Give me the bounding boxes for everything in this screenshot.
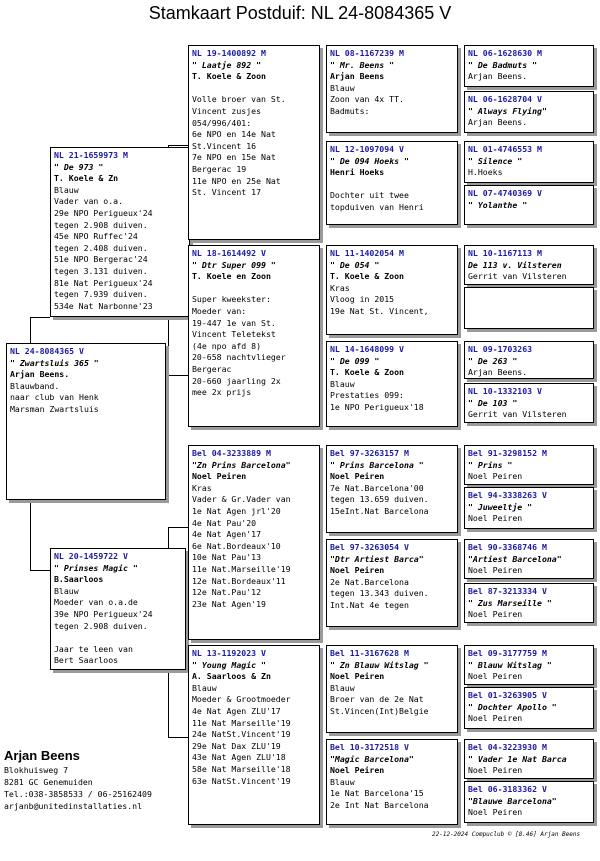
detail-line: tegen 2.908 duiven. xyxy=(54,620,148,631)
detail-line: Vloog in 2015 xyxy=(330,294,395,305)
owner-name: Arjan Beens. xyxy=(10,369,70,380)
detail-line: Broer van de 2e Nat xyxy=(330,694,424,705)
pigeon-name: De 113 v. Vilsteren xyxy=(468,259,562,270)
detail-line: tegen 2.908 duiven. xyxy=(54,219,148,230)
detail-line xyxy=(192,283,316,295)
pigeon-name: " Always Flying" xyxy=(468,105,547,116)
ring-number: Bel 97-3263054 V xyxy=(330,542,409,552)
owner-name: Noel Peiren xyxy=(468,609,523,620)
detail-line: 11e NPO en 25e Nat xyxy=(192,175,281,186)
detail-line: 1e Nat Barcelona'15 xyxy=(330,788,424,799)
pigeon-name: " Prins Barcelona " xyxy=(330,459,424,470)
ring-number: NL 24-8084365 V xyxy=(10,346,84,356)
ring-number: NL 12-1097094 V xyxy=(330,144,404,154)
detail-line: 12e Nat.Pau'12 xyxy=(192,587,262,598)
ring-number: NL 19-1400892 M xyxy=(192,48,266,58)
ring-number: NL 07-4740369 V xyxy=(468,188,542,198)
detail-line: Bert Saarloos xyxy=(54,655,119,666)
detail-line: 23e Nat Agen'19 xyxy=(192,598,266,609)
owner-name: Arjan Beens xyxy=(4,748,80,763)
pedigree-card-dam-sire[interactable] xyxy=(188,445,320,640)
owner-name: T. Koele & Zoon xyxy=(330,367,404,378)
connector-line xyxy=(30,317,50,318)
connector-line xyxy=(30,570,50,571)
detail-line: topduiven van Henri xyxy=(330,201,424,212)
owner-name: Noel Peiren xyxy=(468,565,523,576)
pedigree-card-ggg-16[interactable] xyxy=(464,781,594,823)
owner-name: Noel Peiren xyxy=(468,765,523,776)
owner-name: T. Koele en Zoon xyxy=(192,271,271,282)
pedigree-card-ssd[interactable] xyxy=(326,141,458,225)
detail-line: Blauw xyxy=(330,776,355,787)
pedigree-card-ggg-15[interactable] xyxy=(464,739,594,779)
pigeon-name: " Silence " xyxy=(468,155,523,166)
pigeon-name: " Yolanthe " xyxy=(468,199,528,210)
detail-line: 20-660 jaarling 2x xyxy=(192,375,281,386)
ring-number: NL 14-1648099 V xyxy=(330,344,404,354)
detail-line: Jaar te leen van xyxy=(54,643,133,654)
ring-number: Bel 94-3338263 V xyxy=(468,490,547,500)
ring-number: Bel 97-3263157 M xyxy=(330,448,409,458)
detail-line: Blauw xyxy=(330,82,355,93)
ring-number: Bel 01-3263905 V xyxy=(468,690,547,700)
detail-line: 1e Nat Agen jrl'20 xyxy=(192,505,281,516)
ring-number: Bel 11-3167628 M xyxy=(330,648,409,658)
pigeon-name: " Blauw Witslag " xyxy=(468,659,552,670)
connector-line xyxy=(168,375,188,376)
detail-line: 2e Int Nat Barcelona xyxy=(330,799,429,810)
detail-line: tegen 13.659 duiven. xyxy=(330,494,429,505)
pigeon-name: " Vader 1e Nat Barca xyxy=(468,753,567,764)
pedigree-card-ggg-9[interactable] xyxy=(464,445,594,485)
pedigree-card-ggg-13[interactable] xyxy=(464,645,594,685)
ring-number: Bel 09-3177759 M xyxy=(468,648,547,658)
detail-line: Vincent zusjes xyxy=(192,105,262,116)
owner-name: Noel Peiren xyxy=(330,765,385,776)
pigeon-name: " De 973 " xyxy=(54,161,104,172)
detail-line: Prestaties 099: xyxy=(330,390,404,401)
pigeon-name: " Dtr Super 099 " xyxy=(192,259,276,270)
owner-name: Arjan Beens. xyxy=(468,71,528,82)
pedigree-card-ggg-7[interactable] xyxy=(464,341,594,379)
pedigree-card-ggg-12[interactable] xyxy=(464,583,594,623)
detail-line: mee 2x prijs xyxy=(192,387,252,398)
owner-name xyxy=(468,211,590,223)
ring-number: NL 01-4746553 M xyxy=(468,144,542,154)
ring-number: NL 18-1614492 V xyxy=(192,248,266,258)
ring-number: Bel 90-3368746 M xyxy=(468,542,547,552)
connector-line xyxy=(168,737,188,738)
ring-number: Bel 10-3172518 V xyxy=(330,742,409,752)
pigeon-name xyxy=(468,302,590,314)
detail-line: 2e Nat.Barcelona xyxy=(330,576,409,587)
detail-line: 10e Nat Pau'13 xyxy=(192,552,262,563)
pedigree-card-ggg-10[interactable] xyxy=(464,487,594,529)
pedigree-card-sdd[interactable] xyxy=(326,341,458,427)
page-title: Stamkaart Postduif: NL 24-8084365 V xyxy=(148,3,452,23)
detail-line: 19e Nat St. Vincent, xyxy=(330,305,429,316)
pedigree-card-ggg-1[interactable] xyxy=(464,45,594,87)
owner-name: Noel Peiren xyxy=(468,671,523,682)
detail-line xyxy=(330,179,454,191)
pedigree-card-dsd[interactable] xyxy=(326,539,458,627)
detail-line: Moeder van: xyxy=(192,305,247,316)
pedigree-card-ggg-2[interactable] xyxy=(464,91,594,133)
ring-number: NL 06-1628630 M xyxy=(468,48,542,58)
detail-line: Kras xyxy=(192,482,212,493)
detail-line: tegen 13.343 duiven. xyxy=(330,588,429,599)
pigeon-name: " Zwartsluis 365 " xyxy=(10,357,99,368)
pigeon-name: " De 103 " xyxy=(468,397,518,408)
ring-number: NL 10-1332103 V xyxy=(468,386,542,396)
connector-line xyxy=(168,145,188,146)
owner-name: A. Saarloos & Zn xyxy=(192,671,271,682)
connector-line xyxy=(168,527,188,528)
detail-line: Marsman Zwartsluis xyxy=(10,403,99,414)
detail-line: Blauwband. xyxy=(10,380,60,391)
ring-number: NL 08-1167239 M xyxy=(330,48,404,58)
owner-name: Noel Peiren xyxy=(330,671,385,682)
detail-line: 58e Nat Marseille'18 xyxy=(192,763,291,774)
owner-name: Noel Peiren xyxy=(468,471,523,482)
detail-line xyxy=(192,83,316,95)
detail-line: 1e NPO Perigueux'18 xyxy=(330,401,424,412)
owner-address-street: Blokhuisweg 7 xyxy=(4,765,69,775)
pedigree-card-dds[interactable] xyxy=(326,645,458,733)
ring-number: Bel 06-3183362 V xyxy=(468,784,547,794)
detail-line: Bergerac 19 xyxy=(192,163,247,174)
detail-line: 29e Nat Dax ZLU'19 xyxy=(192,740,281,751)
detail-line: 15eInt.Nat Barcelona xyxy=(330,505,429,516)
owner-name: Noel Peiren xyxy=(468,713,523,724)
detail-line: 534e Nat Narbonne'23 xyxy=(54,300,153,311)
ring-number: NL 10-1167113 M xyxy=(468,248,542,258)
detail-line: 45e NPO Ruffec'24 xyxy=(54,231,138,242)
detail-line: 51e NPO Bergerac'24 xyxy=(54,254,148,265)
pigeon-name: " Mr. Beens " xyxy=(330,59,395,70)
detail-line: 11e Nat Marseille'19 xyxy=(192,717,291,728)
pedigree-card-dss[interactable] xyxy=(326,445,458,533)
owner-name: B.Saarloos xyxy=(54,574,104,585)
detail-line: Bergerac xyxy=(192,363,232,374)
pigeon-name: " Prinses Magic " xyxy=(54,562,138,573)
pigeon-name: " Laatje 892 " xyxy=(192,59,262,70)
detail-line: Zoon van 4x TT. xyxy=(330,94,404,105)
detail-line xyxy=(54,632,182,644)
pigeon-name: " De 263 " xyxy=(468,355,518,366)
detail-line: 29e NPO Perigueux'24 xyxy=(54,207,153,218)
owner-name xyxy=(468,313,590,325)
pigeon-name: "Blauwe Barcelona" xyxy=(468,795,557,806)
detail-line: 7e Nat.Barcelona'00 xyxy=(330,482,424,493)
ring-number: NL 21-1659973 M xyxy=(54,150,128,160)
pedigree-card-ggg-3[interactable] xyxy=(464,141,594,183)
detail-line: Super kweekster: xyxy=(192,294,271,305)
pedigree-card-ggg-5[interactable] xyxy=(464,245,594,285)
detail-line: 7e NPO en 15e Nat xyxy=(192,152,276,163)
ring-number: NL 20-1459722 V xyxy=(54,551,128,561)
detail-line: 4e Nat Agen'17 xyxy=(192,529,262,540)
detail-line: 43e Nat Agen ZLU'18 xyxy=(192,752,286,763)
owner-phone: Tel.:038-3858533 / 06-25162409 xyxy=(4,789,152,799)
owner-email: arjanb@unitedinstallaties.nl xyxy=(4,801,143,811)
detail-line: tegen 2.408 duiven. xyxy=(54,242,148,253)
pedigree-card-ggg-8[interactable] xyxy=(464,383,594,423)
detail-line: (4e npo afd 8) xyxy=(192,340,262,351)
connector-line xyxy=(30,317,31,343)
pigeon-name: " Zn Blauw Witslag " xyxy=(330,659,429,670)
pedigree-card-subject[interactable] xyxy=(6,343,166,500)
owner-name: Arjan Beens. xyxy=(468,367,528,378)
pigeon-name: " De 054 " xyxy=(330,259,380,270)
detail-line: 19-447 1e van St. xyxy=(192,317,276,328)
ring-number: NL 09-1703263 xyxy=(468,344,533,354)
pedigree-card-sire-dam[interactable] xyxy=(188,245,320,427)
detail-line: Volle broer van St. xyxy=(192,94,286,105)
detail-line: Moeder van o.a.de xyxy=(54,597,138,608)
detail-line: 11e Nat.Marseille'19 xyxy=(192,563,291,574)
pigeon-name: " Young Magic " xyxy=(192,659,266,670)
pedigree-card-ddd[interactable] xyxy=(326,739,458,825)
ring-number: Bel 87-3213334 V xyxy=(468,586,547,596)
owner-address-city: 8281 GC Genemuiden xyxy=(4,777,93,787)
ring-number: NL 13-1192023 V xyxy=(192,648,266,658)
owner-name: Arjan Beens xyxy=(330,71,385,82)
owner-name: T. Koele & Zoon xyxy=(330,271,404,282)
detail-line: 63e NatSt.Vincent'19 xyxy=(192,775,291,786)
owner-name: H.Hoeks xyxy=(468,167,503,178)
detail-line: naar club van Henk xyxy=(10,392,99,403)
owner-name: Noel Peiren xyxy=(468,513,523,524)
owner-name: Noel Peiren xyxy=(468,807,523,818)
owner-name: Noel Peiren xyxy=(330,471,385,482)
pigeon-name: " Juweeltje " xyxy=(468,501,533,512)
ring-number: Bel 04-3233889 M xyxy=(192,448,271,458)
detail-line: 12e Nat.Bordeaux'11 xyxy=(192,575,286,586)
pedigree-card-sds[interactable] xyxy=(326,245,458,335)
owner-name: Noel Peiren xyxy=(330,565,385,576)
detail-line: Vader van o.a. xyxy=(54,196,124,207)
detail-line: Vincent Teletekst xyxy=(192,329,276,340)
pedigree-card-ggg-4[interactable] xyxy=(464,185,594,225)
ring-number: NL 06-1628704 V xyxy=(468,94,542,104)
owner-name: Gerrit van Vilsteren xyxy=(468,271,567,282)
pigeon-name: " Zus Marseille " xyxy=(468,597,552,608)
detail-line: 4e Nat Agen ZLU'17 xyxy=(192,705,281,716)
pigeon-name: " Dochter Apollo " xyxy=(468,701,557,712)
detail-line: Blauw xyxy=(54,184,79,195)
pigeon-name: "Magic Barcelona" xyxy=(330,753,414,764)
pigeon-name: "Artiest Barcelona" xyxy=(468,553,562,564)
detail-line: Vader & Gr.Vader van xyxy=(192,494,291,505)
footer-note: 22-12-2024 Compuclub © [8.46] Arjan Beens xyxy=(432,831,581,838)
ring-number: NL 11-1402054 M xyxy=(330,248,404,258)
owner-name: Henri Hoeks xyxy=(330,167,385,178)
pedigree-card-ggg-14[interactable] xyxy=(464,687,594,729)
pedigree-card-ggg-6[interactable] xyxy=(464,287,594,329)
detail-line: Badmuts: xyxy=(330,105,370,116)
pedigree-card-sss[interactable] xyxy=(326,45,458,133)
detail-line: Int.Nat 4e tegen xyxy=(330,599,409,610)
owner-name: T. Koele & Zoon xyxy=(192,71,266,82)
detail-line: 4e Nat Pau'20 xyxy=(192,517,257,528)
detail-line: Blauw xyxy=(330,378,355,389)
detail-line: St.Vincent 16 xyxy=(192,140,257,151)
pigeon-name: " De 099 " xyxy=(330,355,380,366)
detail-line: 6e NPO en 14e Nat xyxy=(192,129,276,140)
pigeon-name: " De Badmuts " xyxy=(468,59,538,70)
ring-number: Bel 91-3298152 M xyxy=(468,448,547,458)
pedigree-card-ggg-11[interactable] xyxy=(464,539,594,579)
pedigree-card-dam[interactable] xyxy=(50,548,186,670)
pedigree-card-sire-sire[interactable] xyxy=(188,45,320,240)
ring-number xyxy=(468,290,590,302)
detail-line: tegen 3.131 duiven. xyxy=(54,265,148,276)
detail-line: Moeder & Grootmoeder xyxy=(192,694,291,705)
detail-line: St. Vincent 17 xyxy=(192,187,262,198)
owner-name: Arjan Beens. xyxy=(468,117,528,128)
owner-name: T. Koele & Zn xyxy=(54,173,119,184)
connector-line xyxy=(30,500,31,570)
pedigree-card-dam-dam[interactable] xyxy=(188,645,320,825)
detail-line: St.Vincen(Int)Belgie xyxy=(330,705,429,716)
owner-name: Gerrit van Vilsteren xyxy=(468,409,567,420)
detail-line: tegen 7.939 duiven. xyxy=(54,289,148,300)
detail-line: Blauw xyxy=(192,682,217,693)
pedigree-card-sire[interactable] xyxy=(50,147,190,317)
owner-name: Noel Peiren xyxy=(192,471,247,482)
detail-line: Blauw xyxy=(330,682,355,693)
detail-line: 6e Nat.Bordeaux'10 xyxy=(192,540,281,551)
detail-line: 24e NatSt.Vincent'19 xyxy=(192,729,291,740)
ring-number: Bel 04-3223930 M xyxy=(468,742,547,752)
pigeon-name: " Prins " xyxy=(468,459,513,470)
detail-line: 20-658 nachtvlieger xyxy=(192,352,286,363)
pigeon-name: "Zn Prins Barcelona" xyxy=(192,459,291,470)
detail-line: 39e NPO Perigueux'24 xyxy=(54,608,153,619)
detail-line: Blauw xyxy=(54,585,79,596)
pigeon-name: " De 094 Hoeks " xyxy=(330,155,409,166)
detail-line: 054/996/401: xyxy=(192,117,252,128)
detail-line: Kras xyxy=(330,282,350,293)
owner-block xyxy=(4,747,152,812)
detail-line: Dochter uit twee xyxy=(330,190,409,201)
pigeon-name: "Dtr Artiest Barca" xyxy=(330,553,424,564)
detail-line: 81e Nat Perigueux'24 xyxy=(54,277,153,288)
